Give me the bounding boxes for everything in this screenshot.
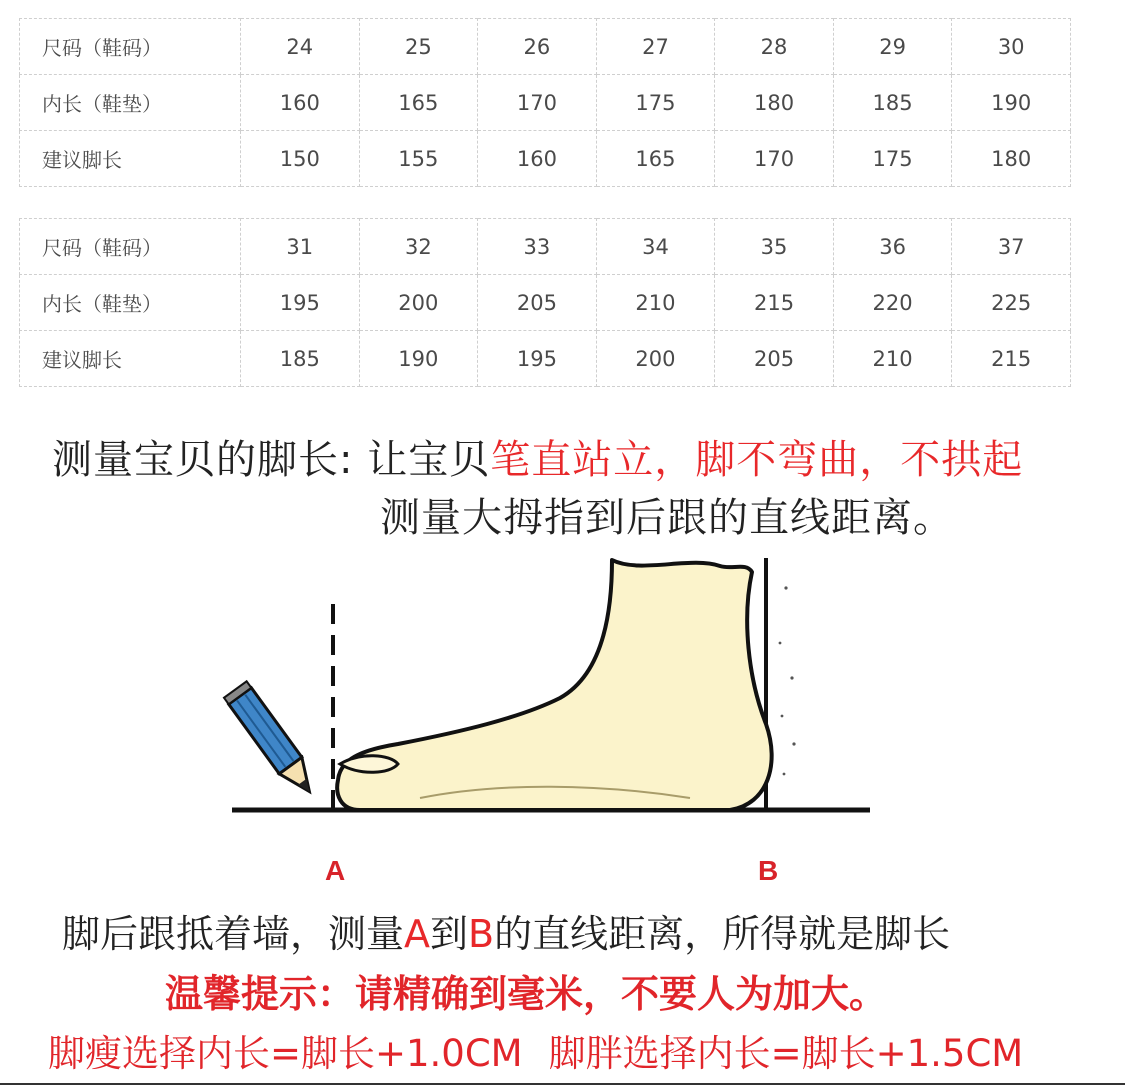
table-cell: 35: [715, 219, 834, 275]
measure-line-2: 测量大拇指到后跟的直线距离。: [380, 495, 954, 541]
foot-measure-illustration: [220, 548, 880, 828]
table-row: [20, 219, 1071, 275]
table-row: [20, 75, 1071, 131]
table-cell: 220: [833, 275, 952, 331]
insole-advice: [48, 1023, 1023, 1077]
table-cell: 31: [241, 219, 360, 275]
table-cell: 190: [952, 75, 1071, 131]
measure-lead: 让宝贝: [367, 437, 491, 483]
table-cell: 215: [715, 275, 834, 331]
advice-thin: 脚瘦选择内长=脚长+1.0CM: [48, 1032, 523, 1075]
measure-instruction: [62, 903, 950, 958]
table-cell: 190: [359, 331, 478, 387]
table-cell: 32: [359, 219, 478, 275]
table-cell: 28: [715, 19, 834, 75]
table-cell: 37: [952, 219, 1071, 275]
table-cell: 210: [596, 275, 715, 331]
advice-wide: 脚胖选择内长=脚长+1.5CM: [548, 1032, 1024, 1075]
table-cell: 165: [359, 75, 478, 131]
instruction-part2: 的直线距离，所得就是脚长: [494, 912, 951, 956]
measure-heading: [52, 428, 1023, 485]
table-cell: 34: [596, 219, 715, 275]
wall-texture: [779, 586, 796, 775]
measure-prefix: 测量宝贝的脚长:: [52, 437, 354, 483]
table-cell: 170: [478, 75, 597, 131]
table-cell: 180: [952, 131, 1071, 187]
table-cell: 24: [241, 19, 360, 75]
instruction-mid: 到: [430, 912, 469, 956]
row-label: 尺码（鞋码）: [20, 19, 241, 75]
table-cell: 26: [478, 19, 597, 75]
measure-emphasis: 笔直站立，脚不弯曲，不拱起: [490, 437, 1024, 483]
table-cell: 29: [833, 19, 952, 75]
instruction-part1: 脚后跟抵着墙，测量: [62, 912, 405, 956]
table-cell: 33: [478, 219, 597, 275]
table-cell: 200: [596, 331, 715, 387]
marker-b: B: [758, 855, 779, 886]
table-cell: 170: [715, 131, 834, 187]
toenail: [340, 756, 398, 773]
pencil-icon: [224, 681, 321, 799]
table-cell: 195: [478, 331, 597, 387]
instruction-a: A: [404, 912, 431, 956]
table-cell: 180: [715, 75, 834, 131]
table-cell: 27: [596, 19, 715, 75]
marker-a: A: [325, 855, 346, 886]
table-cell: 205: [715, 331, 834, 387]
table-row: [20, 275, 1071, 331]
table-row: [20, 19, 1071, 75]
table-cell: 225: [952, 275, 1071, 331]
table-cell: 185: [241, 331, 360, 387]
table-cell: 160: [478, 131, 597, 187]
row-label: 内长（鞋垫）: [20, 275, 241, 331]
size-table-2: [19, 218, 1071, 387]
table-cell: 185: [833, 75, 952, 131]
row-label: 建议脚长: [20, 131, 241, 187]
table-cell: 150: [241, 131, 360, 187]
table-cell: 165: [596, 131, 715, 187]
bottom-divider: [0, 1083, 1125, 1085]
table-cell: 210: [833, 331, 952, 387]
table-cell: 205: [478, 275, 597, 331]
warm-tip: 温馨提示：请精确到毫米，不要人为加大。: [165, 972, 888, 1016]
size-table-1: [19, 18, 1071, 187]
row-label: 建议脚长: [20, 331, 241, 387]
table-cell: 215: [952, 331, 1071, 387]
table-cell: 200: [359, 275, 478, 331]
row-label: 尺码（鞋码）: [20, 219, 241, 275]
table-cell: 175: [833, 131, 952, 187]
foot-shape: [337, 560, 771, 810]
table-cell: 155: [359, 131, 478, 187]
instruction-b: B: [468, 912, 495, 956]
table-row: [20, 131, 1071, 187]
table-cell: 30: [952, 19, 1071, 75]
table-cell: 36: [833, 219, 952, 275]
table-cell: 175: [596, 75, 715, 131]
table-cell: 25: [359, 19, 478, 75]
table-cell: 160: [241, 75, 360, 131]
table-cell: 195: [241, 275, 360, 331]
table-row: [20, 331, 1071, 387]
row-label: 内长（鞋垫）: [20, 75, 241, 131]
